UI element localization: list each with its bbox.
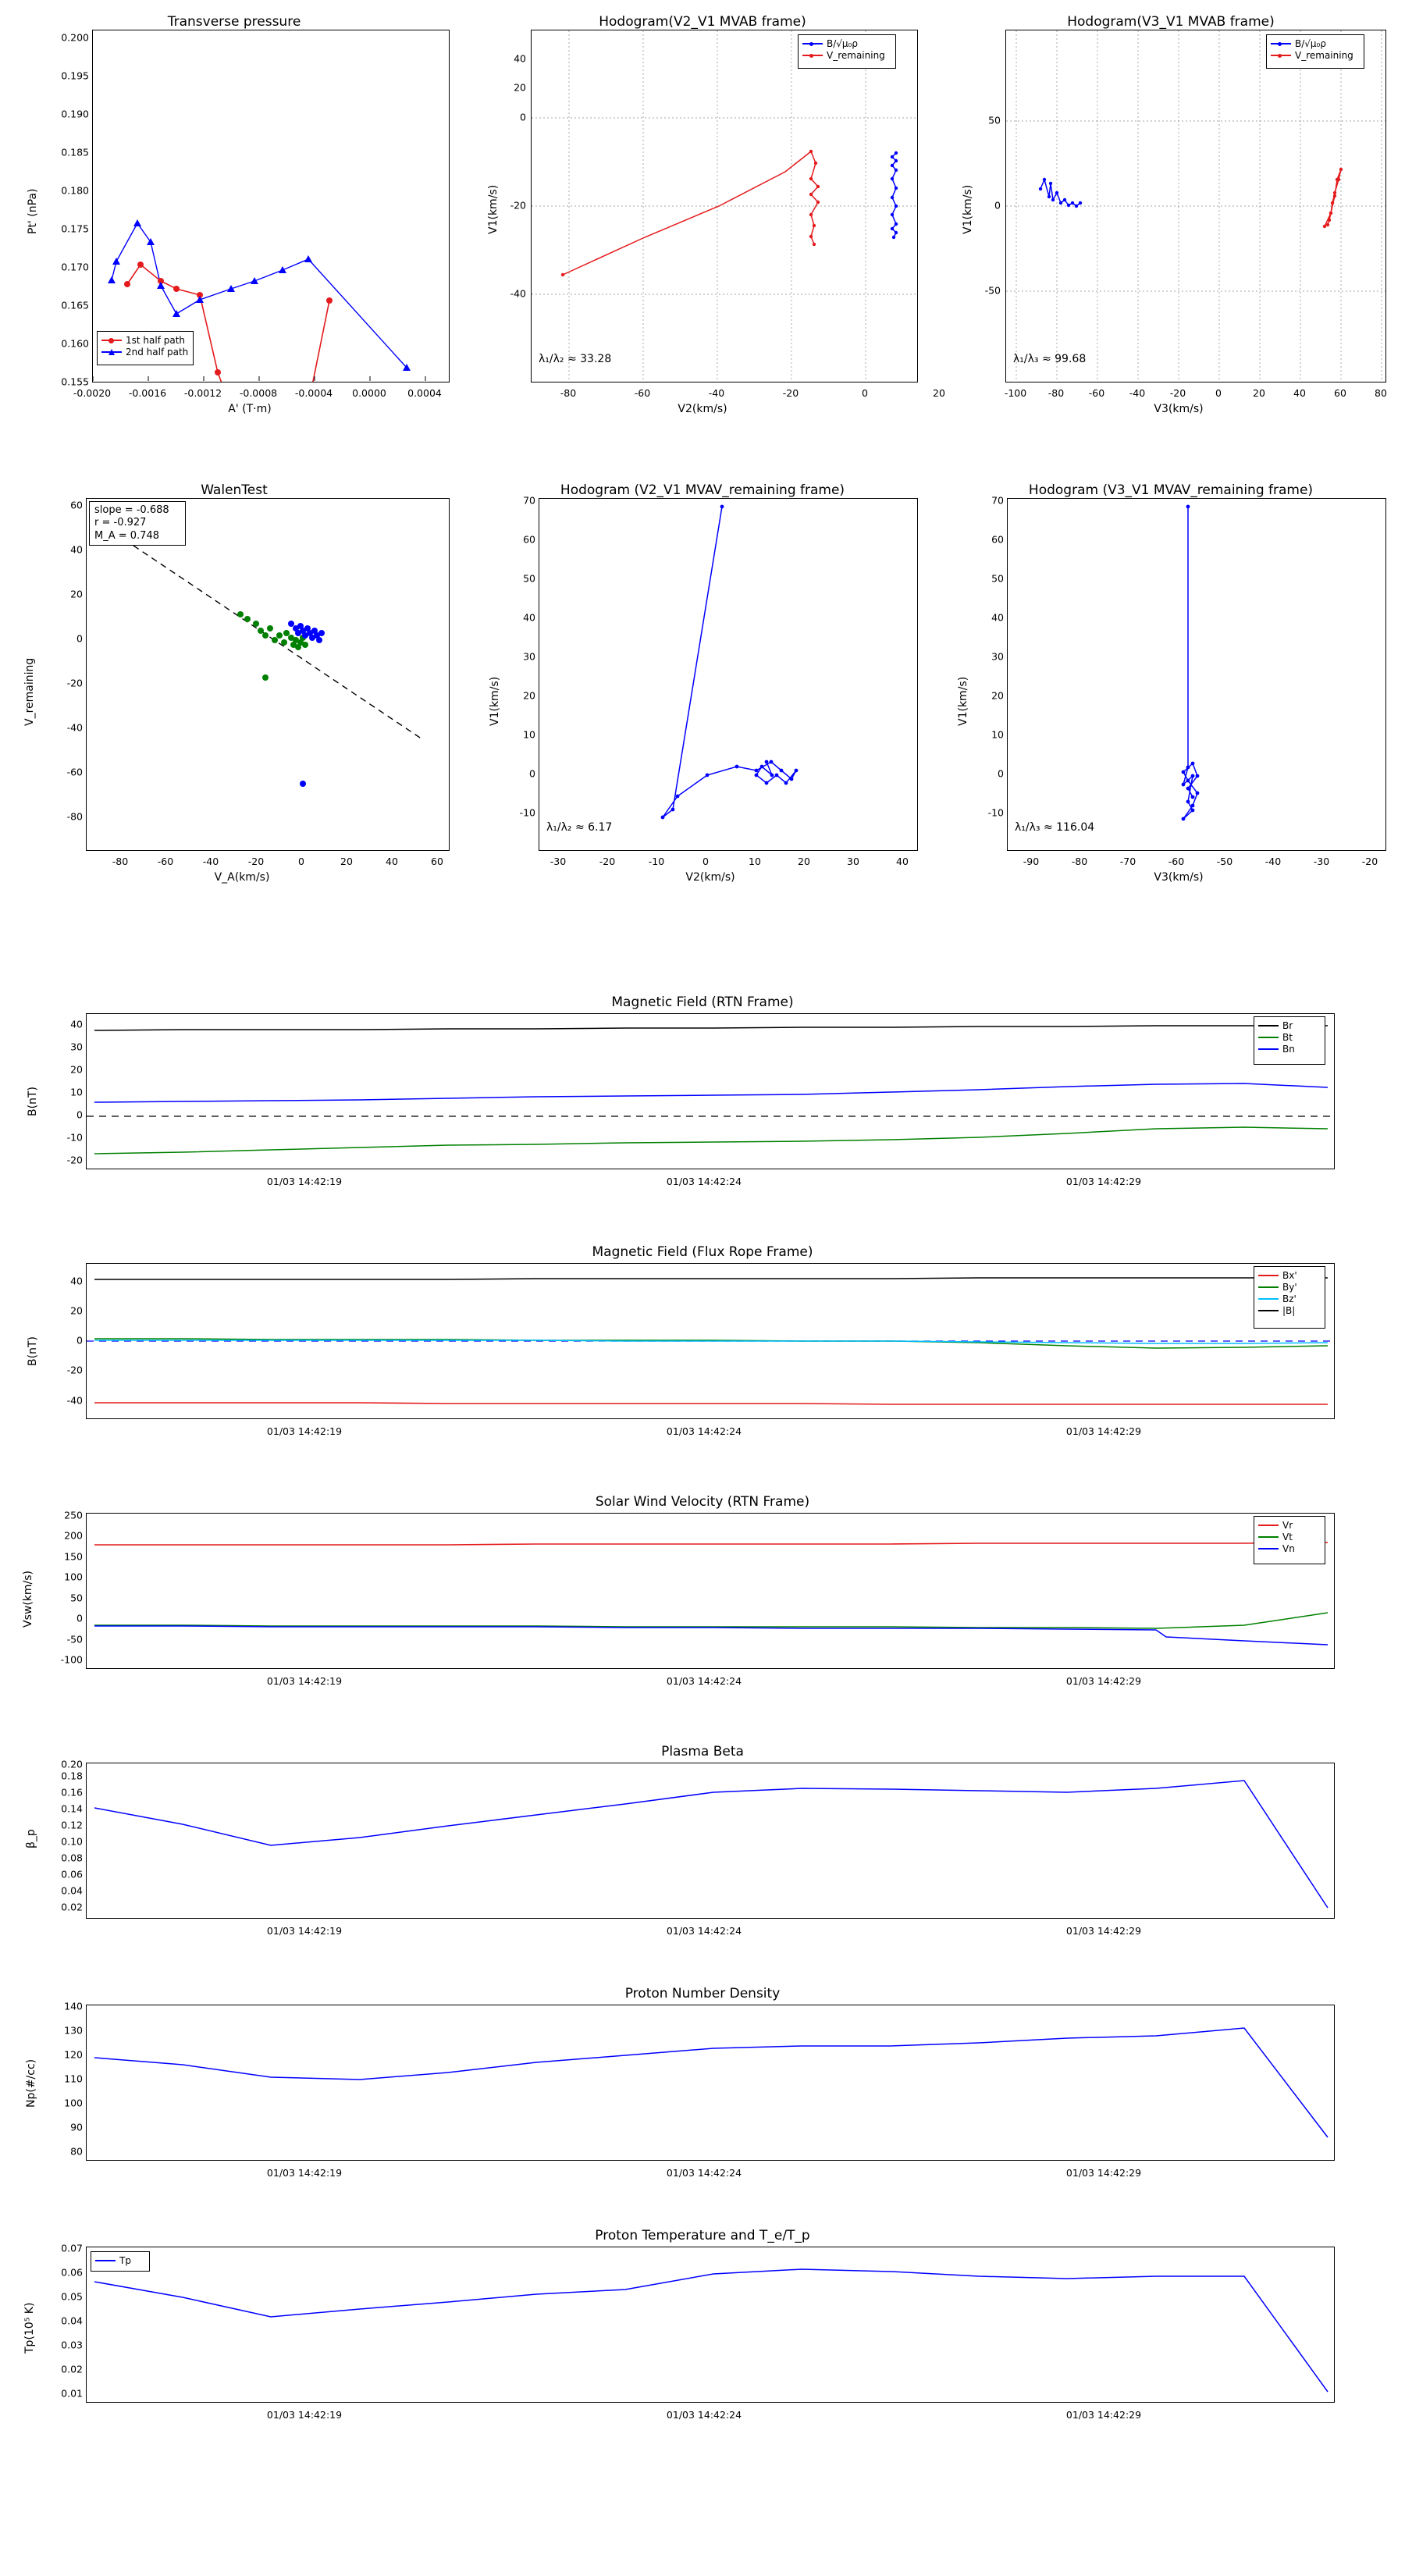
y-tick: 0.03 <box>61 2339 83 2351</box>
legend-entry <box>101 334 189 346</box>
x-tick: 20 <box>933 387 945 399</box>
plot-svg <box>87 1264 1334 1418</box>
panel-title: Hodogram(V2_V1 MVAB frame) <box>599 14 806 30</box>
y-tick: 40 <box>70 1018 83 1030</box>
y-tick: 0.06 <box>61 2266 83 2279</box>
x-tick: -80 <box>1048 387 1065 399</box>
x-tick: -80 <box>1071 856 1088 867</box>
legend-entry <box>1258 1304 1321 1316</box>
fit-slope: slope = -0.688 <box>94 504 169 516</box>
legend <box>91 2251 150 2272</box>
y-tick: 0 <box>76 1108 83 1121</box>
y-tick: 30 <box>991 650 1004 663</box>
y-tick: 0 <box>76 1334 83 1347</box>
y-tick: 40 <box>70 543 83 556</box>
x-tick: 01/03 14:42:19 <box>266 2409 343 2421</box>
legend-entry <box>95 2254 145 2266</box>
legend-line-icon <box>802 43 823 44</box>
y-tick: 70 <box>523 494 535 507</box>
y-axis-label: Np(#/cc) <box>25 2058 37 2108</box>
plot-svg <box>87 2005 1334 2160</box>
plot-svg <box>87 1014 1334 1169</box>
panel-hodogram-v2v1-mvab <box>468 0 945 422</box>
y-tick: 30 <box>70 1041 83 1053</box>
y-tick: 0.190 <box>61 108 89 120</box>
y-axis-label: V1(km/s) <box>957 676 969 726</box>
legend <box>798 34 896 69</box>
legend-label: Bx' <box>1282 1269 1297 1281</box>
panel-title: Transverse pressure <box>167 14 301 30</box>
eigenvalue-ratio-annotation: λ₁/λ₂ ≈ 33.28 <box>539 353 612 365</box>
x-tick: -80 <box>112 856 129 867</box>
panel-walen-test <box>0 468 468 906</box>
y-tick: -20 <box>66 677 83 689</box>
legend-label: 1st half path <box>126 334 186 346</box>
y-axis-label: V1(km/s) <box>489 676 501 726</box>
x-tick: 0 <box>298 856 304 867</box>
y-tick: 70 <box>991 494 1004 507</box>
x-axis-label: A' (T·m) <box>228 403 272 415</box>
panel-plasma-beta <box>0 1741 1405 1967</box>
y-tick: -20 <box>66 1154 83 1166</box>
x-tick: 01/03 14:42:24 <box>666 1675 742 1687</box>
x-tick: -20 <box>1169 387 1186 399</box>
y-tick: 0.04 <box>61 1884 83 1897</box>
legend-label: B/√μ₀ρ <box>1295 37 1326 49</box>
panel-title: Proton Number Density <box>624 1986 781 2001</box>
y-tick: 0.05 <box>61 2290 83 2303</box>
y-tick: 0 <box>529 767 535 780</box>
x-tick: 60 <box>431 856 443 867</box>
panel-solar-wind-velocity <box>0 1491 1405 1725</box>
y-tick: 80 <box>70 2145 83 2158</box>
x-tick: -50 <box>1216 856 1233 867</box>
legend-entry <box>101 346 189 358</box>
plot-area <box>86 1263 1335 1419</box>
x-tick: -60 <box>1088 387 1105 399</box>
legend-label: Vt <box>1282 1531 1293 1542</box>
legend-line-icon <box>1258 1298 1279 1300</box>
plot-svg <box>87 1514 1334 1668</box>
y-axis-label: Pt' (nPa) <box>27 188 39 234</box>
plot-area <box>531 30 918 382</box>
y-axis-label: V1(km/s) <box>962 184 974 234</box>
y-tick: 0.155 <box>61 375 89 388</box>
y-tick: 0.200 <box>61 31 89 44</box>
legend <box>1254 1016 1325 1065</box>
panel-hodogram-v2v1-mvav <box>468 468 937 906</box>
x-tick: -100 <box>1004 387 1027 399</box>
legend-line-icon <box>95 2260 116 2261</box>
y-tick: 100 <box>64 1571 83 1583</box>
legend-entry <box>802 37 891 49</box>
legend-entry <box>1258 1519 1321 1531</box>
y-tick: 60 <box>523 533 535 546</box>
panel-hodogram-v3v1-mvab <box>937 0 1405 422</box>
y-tick: 50 <box>70 1592 83 1604</box>
y-tick: 0.02 <box>61 1901 83 1913</box>
legend-label: Br <box>1282 1019 1293 1031</box>
panel-transverse-pressure <box>0 0 468 422</box>
y-tick: 40 <box>70 1275 83 1287</box>
walen-fit-label <box>89 501 186 546</box>
legend-label: By' <box>1282 1281 1297 1293</box>
legend-label: Vn <box>1282 1542 1295 1554</box>
y-tick: 0.07 <box>61 2242 83 2254</box>
x-tick: 01/03 14:42:24 <box>666 2409 742 2421</box>
panel-magnetic-field-rtn <box>0 991 1405 1226</box>
x-tick: -40 <box>1264 856 1282 867</box>
x-tick: -0.0008 <box>239 387 278 399</box>
y-tick: 20 <box>70 588 83 600</box>
plot-svg <box>87 499 449 850</box>
legend-line-icon <box>1258 1286 1279 1288</box>
x-tick: 60 <box>1334 387 1346 399</box>
y-tick: 20 <box>70 1063 83 1076</box>
panel-title: Hodogram (V2_V1 MVAV_remaining frame) <box>560 482 845 498</box>
x-axis-label: V3(km/s) <box>1154 871 1204 884</box>
x-tick: -20 <box>247 856 265 867</box>
plot-area <box>86 2247 1335 2403</box>
x-axis-label: V_A(km/s) <box>214 871 270 884</box>
y-tick: 0.180 <box>61 184 89 197</box>
legend-line-icon <box>1258 1037 1279 1038</box>
y-tick: 10 <box>70 1086 83 1098</box>
legend-line-icon <box>1258 1025 1279 1026</box>
x-tick: -0.0016 <box>128 387 167 399</box>
legend-line-icon <box>101 351 122 353</box>
y-axis-label: V1(km/s) <box>487 184 500 234</box>
x-axis-label: V2(km/s) <box>678 403 727 415</box>
y-tick: 130 <box>64 2024 83 2037</box>
y-tick: 40 <box>523 611 535 624</box>
y-tick: -40 <box>66 1394 83 1407</box>
x-tick: 01/03 14:42:29 <box>1065 1925 1142 1937</box>
y-tick: 0.02 <box>61 2363 83 2375</box>
y-tick: 0.20 <box>61 1758 83 1770</box>
y-tick: 0 <box>76 1612 83 1624</box>
y-tick: 0 <box>520 111 526 123</box>
y-tick: 20 <box>991 689 1004 702</box>
x-tick: 20 <box>1253 387 1265 399</box>
legend-label: V_remaining <box>1295 49 1353 61</box>
x-tick: 40 <box>896 856 909 867</box>
x-tick: -60 <box>634 387 651 399</box>
x-tick: 40 <box>1293 387 1306 399</box>
y-tick: 60 <box>991 533 1004 546</box>
legend-line-icon <box>1258 1548 1279 1550</box>
x-tick: 01/03 14:42:29 <box>1065 1675 1142 1687</box>
legend-label: Bz' <box>1282 1293 1297 1304</box>
legend <box>1266 34 1364 69</box>
panel-title: WalenTest <box>201 482 268 498</box>
legend-line-icon <box>1271 55 1291 56</box>
legend-entry <box>1258 1293 1321 1304</box>
legend-entry <box>802 49 891 61</box>
panel-title: Hodogram(V3_V1 MVAB frame) <box>1067 14 1275 30</box>
x-tick: -30 <box>1313 856 1330 867</box>
panel-title: Proton Temperature and T_e/T_p <box>595 2228 810 2243</box>
plot-svg <box>1006 30 1385 382</box>
x-tick: -60 <box>1168 856 1185 867</box>
x-tick: 40 <box>386 856 398 867</box>
y-tick: 0.18 <box>61 1770 83 1782</box>
x-tick: 0 <box>702 856 709 867</box>
x-tick: -0.0012 <box>183 387 222 399</box>
y-tick: -10 <box>66 1131 83 1144</box>
y-tick: 0.165 <box>61 299 89 311</box>
y-tick: 40 <box>991 611 1004 624</box>
legend-line-icon <box>101 340 122 341</box>
x-tick: -20 <box>599 856 616 867</box>
legend-label: V_remaining <box>827 49 885 61</box>
plot-area <box>86 2005 1335 2161</box>
fit-r: r = -0.927 <box>94 517 147 529</box>
y-tick: -20 <box>66 1364 83 1376</box>
panel-title: Plasma Beta <box>661 1744 744 1759</box>
x-tick: -20 <box>1361 856 1378 867</box>
legend-line-icon <box>1258 1048 1279 1050</box>
x-axis-label: V3(km/s) <box>1154 403 1204 415</box>
x-tick: 0.0004 <box>407 387 442 399</box>
y-tick: 60 <box>70 499 83 511</box>
x-tick: 20 <box>798 856 810 867</box>
y-tick: 0 <box>994 199 1001 212</box>
y-tick: 20 <box>70 1304 83 1317</box>
y-tick: 0.160 <box>61 337 89 350</box>
legend-label: B/√μ₀ρ <box>827 37 858 49</box>
y-tick: 0.04 <box>61 2314 83 2327</box>
legend <box>1254 1266 1325 1329</box>
x-tick: 01/03 14:42:24 <box>666 2167 742 2179</box>
x-tick: -60 <box>157 856 174 867</box>
legend-entry <box>1258 1019 1321 1031</box>
legend-line-icon <box>1258 1525 1279 1526</box>
x-tick: 01/03 14:42:24 <box>666 1925 742 1937</box>
y-axis-label: B(nT) <box>27 1087 39 1116</box>
plot-svg <box>1008 499 1385 850</box>
legend-entry <box>1258 1031 1321 1043</box>
y-tick: 40 <box>514 52 526 65</box>
eigenvalue-ratio-annotation: λ₁/λ₃ ≈ 116.04 <box>1015 821 1095 834</box>
y-tick: 10 <box>523 728 535 741</box>
x-tick: -80 <box>560 387 577 399</box>
x-tick: -40 <box>1129 387 1146 399</box>
x-tick: -70 <box>1119 856 1136 867</box>
y-tick: 140 <box>64 2000 83 2012</box>
eigenvalue-ratio-annotation: λ₁/λ₃ ≈ 99.68 <box>1013 353 1087 365</box>
panel-title: Solar Wind Velocity (RTN Frame) <box>595 1494 810 1510</box>
plot-area <box>86 1013 1335 1169</box>
fit-ma: M_A = 0.748 <box>94 529 159 542</box>
x-tick: 20 <box>340 856 353 867</box>
y-tick: -50 <box>66 1633 83 1646</box>
y-tick: 110 <box>64 2073 83 2085</box>
y-tick: 20 <box>514 81 526 94</box>
plot-svg <box>87 2247 1334 2402</box>
legend-entry <box>1258 1043 1321 1055</box>
x-tick: 0 <box>1215 387 1222 399</box>
plot-area <box>539 498 918 851</box>
y-tick: 0.06 <box>61 1868 83 1880</box>
x-axis-label: V2(km/s) <box>685 871 735 884</box>
y-tick: 0.185 <box>61 146 89 158</box>
y-tick: 50 <box>523 572 535 585</box>
y-tick: 20 <box>523 689 535 702</box>
plot-area <box>86 498 450 851</box>
x-tick: -30 <box>550 856 567 867</box>
y-tick: -100 <box>60 1653 83 1666</box>
y-tick: -50 <box>984 284 1001 297</box>
y-axis-label: Vsw(km/s) <box>22 1570 34 1628</box>
legend-label: Vr <box>1282 1519 1293 1531</box>
plot-svg <box>93 30 449 382</box>
x-tick: 01/03 14:42:19 <box>266 1425 343 1437</box>
panel-magnetic-field-fluxrope <box>0 1241 1405 1475</box>
x-tick: 10 <box>749 856 761 867</box>
y-tick: -20 <box>510 199 526 212</box>
y-tick: 30 <box>523 650 535 663</box>
x-tick: 30 <box>847 856 859 867</box>
y-tick: 0.12 <box>61 1819 83 1831</box>
plot-area <box>86 1513 1335 1669</box>
y-tick: 200 <box>64 1529 83 1542</box>
panel-hodogram-v3v1-mvav <box>937 468 1405 906</box>
x-tick: -0.0004 <box>294 387 333 399</box>
y-tick: 0.175 <box>61 222 89 235</box>
panel-proton-number-density <box>0 1983 1405 2209</box>
legend <box>1254 1516 1325 1564</box>
y-tick: 90 <box>70 2121 83 2133</box>
y-axis-label: B(nT) <box>27 1336 39 1366</box>
x-tick: -40 <box>202 856 219 867</box>
plot-area <box>1007 498 1386 851</box>
legend-entry <box>1258 1542 1321 1554</box>
y-tick: 50 <box>988 114 1001 126</box>
legend-label: Bt <box>1282 1031 1293 1043</box>
x-tick: -10 <box>648 856 665 867</box>
legend-entry <box>1271 37 1360 49</box>
plot-svg <box>87 1763 1334 1918</box>
y-axis-label: V_remaining <box>23 657 36 726</box>
y-tick: 0.14 <box>61 1802 83 1815</box>
legend-entry <box>1271 49 1360 61</box>
legend-label: |B| <box>1282 1304 1296 1316</box>
legend-label: Tp <box>119 2254 131 2266</box>
x-tick: 01/03 14:42:29 <box>1065 1176 1142 1187</box>
legend-entry <box>1258 1531 1321 1542</box>
legend-line-icon <box>1258 1310 1279 1311</box>
eigenvalue-ratio-annotation: λ₁/λ₂ ≈ 6.17 <box>546 821 613 834</box>
y-tick: 0.170 <box>61 261 89 273</box>
legend-label: 2nd half path <box>126 346 189 358</box>
panel-title: Magnetic Field (Flux Rope Frame) <box>592 1244 813 1260</box>
y-tick: 10 <box>991 728 1004 741</box>
panel-title: Hodogram (V3_V1 MVAV_remaining frame) <box>1028 482 1314 498</box>
legend-line-icon <box>802 55 823 56</box>
x-tick: 01/03 14:42:24 <box>666 1425 742 1437</box>
x-tick: 01/03 14:42:19 <box>266 1176 343 1187</box>
legend-line-icon <box>1258 1275 1279 1276</box>
y-tick: 0.10 <box>61 1835 83 1848</box>
x-tick: -20 <box>782 387 799 399</box>
y-axis-label: Tp(10⁵ K) <box>23 2302 36 2354</box>
x-tick: 0 <box>862 387 868 399</box>
x-tick: 01/03 14:42:29 <box>1065 2409 1142 2421</box>
x-tick: -40 <box>708 387 725 399</box>
x-tick: 0.0000 <box>352 387 386 399</box>
y-tick: 0.01 <box>61 2387 83 2400</box>
legend <box>97 331 194 365</box>
legend-line-icon <box>1258 1536 1279 1538</box>
y-axis-label: β_p <box>25 1829 37 1848</box>
y-tick: -10 <box>519 806 535 819</box>
y-tick: 250 <box>64 1509 83 1521</box>
y-tick: -80 <box>66 810 83 823</box>
plot-area <box>86 1763 1335 1919</box>
x-tick: 01/03 14:42:19 <box>266 1925 343 1937</box>
y-tick: 0 <box>76 632 83 645</box>
y-tick: -40 <box>510 287 526 300</box>
x-tick: 80 <box>1375 387 1387 399</box>
panel-proton-temperature <box>0 2225 1405 2459</box>
x-tick: 01/03 14:42:29 <box>1065 2167 1142 2179</box>
x-tick: 01/03 14:42:19 <box>266 1675 343 1687</box>
y-tick: 150 <box>64 1550 83 1563</box>
legend-line-icon <box>1271 43 1291 44</box>
y-tick: 0.16 <box>61 1786 83 1799</box>
y-tick: 120 <box>64 2048 83 2061</box>
y-tick: 50 <box>991 572 1004 585</box>
y-tick: 100 <box>64 2097 83 2109</box>
panel-title: Magnetic Field (RTN Frame) <box>611 994 794 1010</box>
plot-area <box>1005 30 1386 382</box>
plot-svg <box>532 30 917 382</box>
legend-entry <box>1258 1281 1321 1293</box>
legend-label: Bn <box>1282 1043 1295 1055</box>
plot-svg <box>539 499 917 850</box>
x-tick: -0.0020 <box>73 387 112 399</box>
x-tick: -90 <box>1023 856 1040 867</box>
x-tick: 01/03 14:42:29 <box>1065 1425 1142 1437</box>
y-tick: -10 <box>987 806 1004 819</box>
y-tick: 0 <box>998 767 1004 780</box>
x-tick: 01/03 14:42:24 <box>666 1176 742 1187</box>
y-tick: -60 <box>66 766 83 778</box>
legend-entry <box>1258 1269 1321 1281</box>
x-tick: 01/03 14:42:19 <box>266 2167 343 2179</box>
y-tick: -40 <box>66 721 83 734</box>
y-tick: 0.195 <box>61 69 89 82</box>
y-tick: 0.08 <box>61 1852 83 1864</box>
plot-area <box>92 30 450 382</box>
